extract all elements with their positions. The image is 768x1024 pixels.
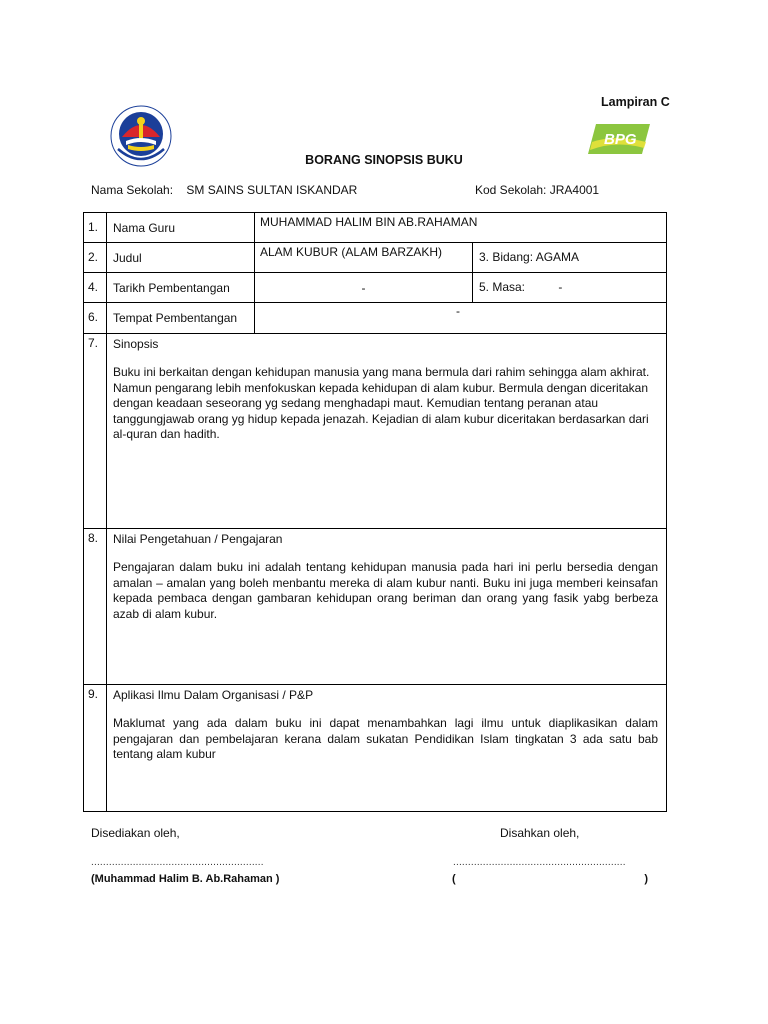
row-title [84, 243, 667, 273]
section-number: 8. [84, 529, 107, 685]
school-code-label: Kod Sekolah: [475, 183, 547, 197]
row-label: Tarikh Pembentangan [107, 273, 255, 303]
time-value: - [558, 280, 563, 294]
section-title: Aplikasi Ilmu Dalam Organisasi / P&P [113, 688, 314, 702]
section-body: Pengajaran dalam buku ini adalah tentang kehidupan manusia pada hari ini perlu bersedia dengan amalan – amalan yang boleh menbantu mereka di alam kubur nanti. Buku ini juga memberi keinsafan kepada pembaca dengan gambaran kehidupan orang beriman dan orang yang fasik yabg berbeza azab di alam kubur. [113, 560, 658, 621]
presentation-date-value: - [255, 273, 473, 303]
row-number: 1. [84, 213, 107, 243]
time-label: 5. Masa: [479, 280, 526, 294]
section-number: 9. [84, 685, 107, 812]
approved-by-label: Disahkan oleh, [500, 826, 580, 840]
section-knowledge-value [84, 529, 667, 685]
row-label: Nama Guru [107, 213, 255, 243]
section-synopsis [84, 334, 667, 529]
synopsis-form-table [83, 212, 667, 812]
section-title: Nilai Pengetahuan / Pengajaran [113, 532, 283, 546]
section-number: 7. [84, 334, 107, 529]
row-number: 4. [84, 273, 107, 303]
row-number: 2. [84, 243, 107, 273]
school-name-value: SM SAINS SULTAN ISKANDAR [186, 183, 358, 197]
time-cell [473, 273, 667, 303]
section-body: Buku ini berkaitan dengan kehidupan manusia yang mana bermula dari rahim sehingga alam akhirat. Namun pengarang lebih menfokuskan kepada kehidupan di alam kubur. Bermula dengan diceritakan dengan keadaan seseorang yg sedang menghadapi maut. Kemudian tentang peranan atau tanggungjawab orang yg hidup kepada jenazah. Kejadian di alam kubur diceritakan berdasarkan dari al-quran dan hadith. [113, 365, 650, 441]
section-content [107, 529, 667, 685]
section-title: Sinopsis [113, 337, 159, 351]
approved-name-close: ) [644, 873, 648, 885]
school-name-label: Nama Sekolah: [91, 183, 174, 197]
approved-signature-line: .......................................................... [453, 857, 626, 868]
row-label: Judul [107, 243, 255, 273]
presentation-venue-value: - [255, 303, 667, 334]
school-code-row [475, 183, 599, 197]
prepared-signature-line: .......................................................... [91, 857, 264, 868]
section-knowledge-application [84, 685, 667, 812]
row-label: Tempat Pembentangan [107, 303, 255, 334]
school-name-row [91, 183, 357, 197]
section-content [107, 685, 667, 812]
approved-name-open: ( [452, 873, 456, 885]
prepared-by-label: Disediakan oleh, [91, 826, 180, 840]
school-code-value: JRA4001 [549, 183, 600, 197]
row-presentation-venue [84, 303, 667, 334]
teacher-name-value: MUHAMMAD HALIM BIN AB.RAHAMAN [255, 213, 667, 243]
row-teacher-name [84, 213, 667, 243]
row-presentation-date [84, 273, 667, 303]
form-title: BORANG SINOPSIS BUKU [305, 153, 463, 167]
row-number: 6. [84, 303, 107, 334]
field-value: 3. Bidang: AGAMA [473, 243, 667, 273]
book-title-value: ALAM KUBUR (ALAM BARZAKH) [255, 243, 473, 273]
section-content [107, 334, 667, 529]
section-body: Maklumat yang ada dalam buku ini dapat menambahkan lagi ilmu untuk diaplikasikan dalam pengajaran dan pembelajaran kerana dalam sukatan Pendidikan Islam tingkatan 3 ada satu bab tentang alam kubur [113, 716, 658, 761]
bpg-logo-text: BPG [604, 131, 637, 148]
prepared-by-name: (Muhammad Halim B. Ab.Rahaman ) [91, 873, 280, 885]
attachment-label: Lampiran C [601, 95, 670, 109]
approved-by-name [452, 873, 648, 885]
